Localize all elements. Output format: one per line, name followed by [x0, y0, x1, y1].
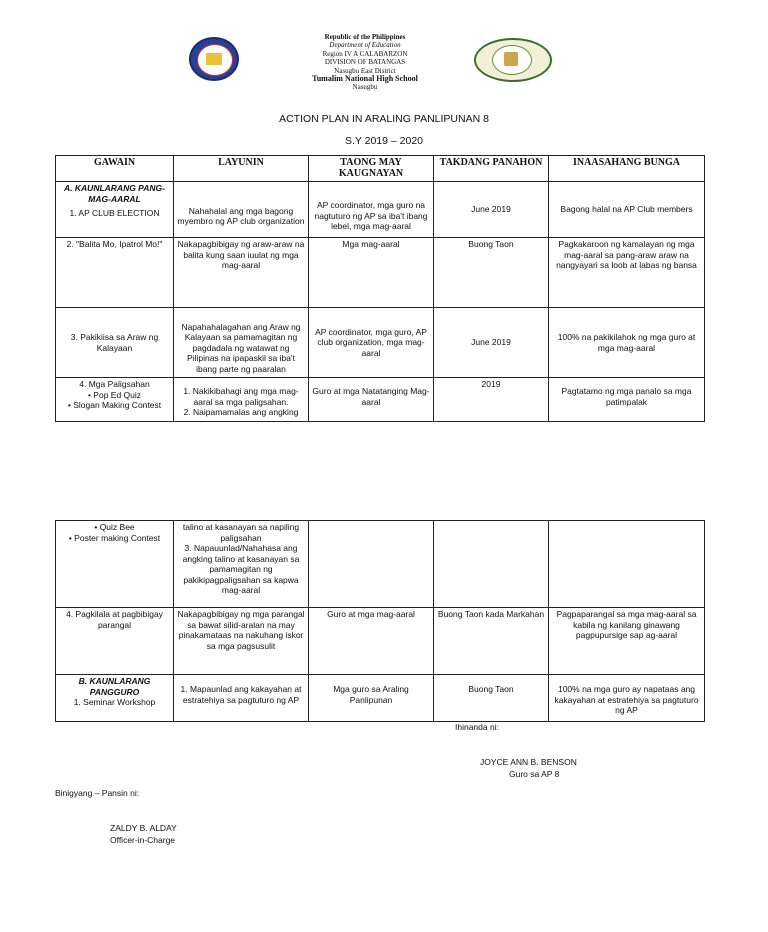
cell-gawain: 3. Pakikiisa sa Araw ng Kalayaan [56, 308, 174, 378]
cell-takdang: June 2019 [434, 308, 549, 378]
table-row [56, 182, 705, 238]
list-item: • Pop Ed Quiz [59, 390, 170, 401]
action-plan-table-part1 [55, 155, 705, 422]
cell-gawain: 2. "Balita Mo, Ipatrol Mo!" [56, 238, 174, 308]
preparer-name: JOYCE ANN B. BENSON [480, 757, 577, 767]
section-label: A. KAUNLARANG PANG-MAG-AARAL [64, 183, 165, 204]
table-row [56, 521, 705, 608]
letterhead-region: Region IV A CALABARZON [322, 49, 408, 58]
cell-bunga [549, 521, 705, 608]
header-takdang: TAKDANG PANAHON [434, 156, 549, 182]
cell-layunin: 1. Nakikibahagi ang mga mag-aaral sa mga paligsahan. 2. Naipamamalas ang angking [174, 378, 309, 422]
cell-takdang: 2019 [434, 378, 549, 422]
table-row [56, 238, 705, 308]
header-gawain: GAWAIN [56, 156, 174, 182]
letterhead-district: Nasugbu East District [334, 66, 396, 75]
letterhead-republic: Republic of the Philippines [324, 33, 406, 41]
header-taong: TAONG MAY KAUGNAYAN [309, 156, 434, 182]
cell-layunin: talino at kasanayan sa napiling paligsahan 3. Napauunlad/Nahahasa ang angking talino at kasanayan sa pamamagitan ng pakikipagpaligsahan sa kapwa mag-aaral [174, 521, 309, 608]
cell-taong: Guro at mga mag-aaral [309, 608, 434, 675]
letterhead-school: Tumalim National High School [312, 74, 418, 84]
cell-takdang: Buong Taon [434, 675, 549, 722]
letterhead-town: Nasugbu [352, 83, 378, 92]
cell-gawain: 4. Pagkilala at pagbibigay parangal [56, 608, 174, 675]
list-item: • Quiz Bee [59, 522, 170, 533]
section-label: B. KAUNLARANG PANGGURO [78, 676, 151, 697]
list-item: • Poster making Contest [59, 533, 170, 544]
cell-layunin: Nahahalal ang mga bagong myembro ng AP club organization [174, 182, 309, 238]
table-row [56, 675, 705, 722]
noter-title: Officer-in-Charge [110, 835, 176, 845]
cell-takdang [434, 521, 549, 608]
cell-layunin: Napahahalagahan ang Araw ng Kalayaan sa pamamagitan ng pagdadala ng watawat ng Pilipinas na ipapaskil sa iba't ibang parte ng paaralan [174, 308, 309, 378]
letterhead-division: DIVISION OF BATANGAS [324, 58, 406, 67]
cell-bunga: Bagong halal na AP Club members [549, 182, 705, 238]
letterhead [270, 33, 460, 92]
cell-layunin: Nakapagbibigay ng mga parangal sa bawat silid-aralan na may pinakamataas na nakuhang iskor sa mga pagsusulit [174, 608, 309, 675]
cell-layunin: 1. Mapaunlad ang kakayahan at estratehiya sa pagtuturo ng AP [174, 675, 309, 722]
table-row [56, 608, 705, 675]
noted-by-label: Binigyang – Pansin ni: [55, 788, 140, 798]
deped-seal-logo [189, 37, 239, 81]
cell-bunga: Pagtatamo ng mga panalo sa mga patimpalak [549, 378, 705, 422]
cell-gawain: 4. Mga Paligsahan • Pop Ed Quiz • Slogan Making Contest [56, 378, 174, 422]
action-plan-table-part2 [55, 520, 705, 722]
cell-takdang: June 2019 [434, 182, 549, 238]
cell-bunga: Pagkakaroon ng kamalayan ng mga mag-aaral sa pang-araw araw na nangyayari sa loob at labas ng bansa [549, 238, 705, 308]
cell-taong: AP coordinator, mga guro na nagtuturo ng AP sa iba't ibang lebel, mga mag-aaral [309, 182, 434, 238]
cell-gawain: B. KAUNLARANG PANGGURO 1. Seminar Workshop [56, 675, 174, 722]
header-layunin: LAYUNIN [174, 156, 309, 182]
cell-taong: Mga mag-aaral [309, 238, 434, 308]
cell-layunin: Nakapagbibigay ng araw-araw na balita kung saan iuulat ng mga mag-aaral [174, 238, 309, 308]
cell-taong: Guro at mga Natatanging Mag-aaral [309, 378, 434, 422]
cell-gawain [56, 521, 174, 608]
table-row [56, 378, 705, 422]
letterhead-department: Department of Education [329, 41, 401, 50]
noter-name: ZALDY B. ALDAY [110, 823, 177, 833]
preparer-title: Guro sa AP 8 [509, 769, 560, 779]
cell-bunga: 100% na mga guro ay napataas ang kakayahan at estratehiya sa pagtuturo ng AP [549, 675, 705, 722]
school-seal-logo [474, 38, 552, 82]
cell-taong: Mga guro sa Araling Panlipunan [309, 675, 434, 722]
prepared-by-label: Ihinanda ni: [455, 722, 499, 732]
cell-taong [309, 521, 434, 608]
cell-takdang: Buong Taon [434, 238, 549, 308]
list-item: • Slogan Making Contest [59, 400, 170, 411]
cell-bunga: Pagpaparangal sa mga mag-aaral sa kabila ng kanilang ginawang pagpupursige sap ag-aaral [549, 608, 705, 675]
header-bunga: INAASAHANG BUNGA [549, 156, 705, 182]
school-year: S.Y 2019 – 2020 [344, 135, 424, 147]
document-title: ACTION PLAN IN ARALING PANLIPUNAN 8 [279, 113, 489, 125]
cell-taong: AP coordinator, mga guro, AP club organization, mga mag-aaral [309, 308, 434, 378]
cell-bunga: 100% na pakikilahok ng mga guro at mga mag-aaral [549, 308, 705, 378]
cell-gawain: A. KAUNLARANG PANG-MAG-AARAL 1. AP CLUB ELECTION [56, 182, 174, 238]
table-row [56, 308, 705, 378]
cell-takdang: Buong Taon kada Markahan [434, 608, 549, 675]
